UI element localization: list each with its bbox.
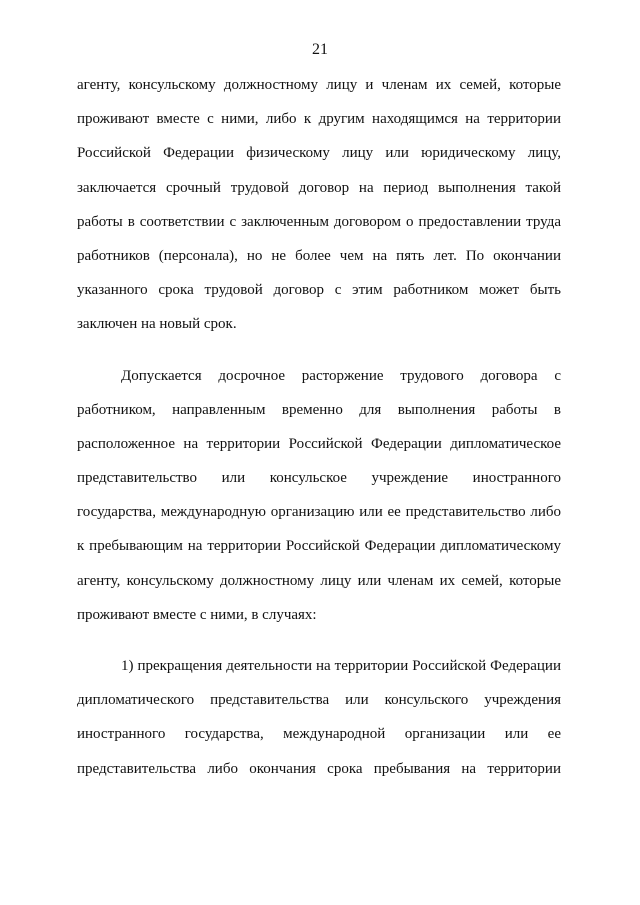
text-line: представительства либо окончания срока пребывания на территории [77,760,561,777]
text-line: работы в соответствии с заключенным договором о предоставлении труда [77,213,561,230]
body-text [77,73,561,791]
paragraph-1 [77,73,561,347]
text-line: указанного срока трудовой договор с этим работником может быть [77,282,561,299]
text-line: агенту, консульскому должностному лицу и членам их семей, которые [77,77,561,93]
text-line: проживают вместе с ними, либо к другим находящимся на территории [77,111,561,128]
text-line: иностранного государства, международной организации или ее [77,726,561,743]
text-line: Допускается досрочное расторжение трудового договора с [121,367,561,384]
text-line: работником, направленным временно для выполнения работы в [77,401,561,418]
text-line: работников (персонала), но не более чем на пять лет. По окончании [77,247,561,264]
paragraph-3 [77,654,561,791]
page-number: 21 [312,41,328,58]
text-line: представительство или консульское учреждение иностранного [77,470,561,487]
text-line: государства, международную организацию или ее представительство либо [77,504,561,521]
text-line: расположенное на территории Российской Федерации дипломатическое [77,435,561,452]
text-line: 1) прекращения деятельности на территории Российской Федерации [121,658,561,674]
text-line: проживают вместе с ними, в случаях: [77,606,317,623]
paragraph-2 [77,364,561,638]
text-line: Российской Федерации физическому лицу или юридическому лицу, [77,145,561,162]
text-line: к пребывающим на территории Российской Федерации дипломатическому [77,538,561,555]
text-line: агенту, консульскому должностному лицу или членам их семей, которые [77,572,561,589]
text-line: заключается срочный трудовой договор на период выполнения такой [77,179,561,196]
text-line: заключен на новый срок. [77,316,237,333]
text-line: дипломатического представительства или консульского учреждения [77,692,561,709]
